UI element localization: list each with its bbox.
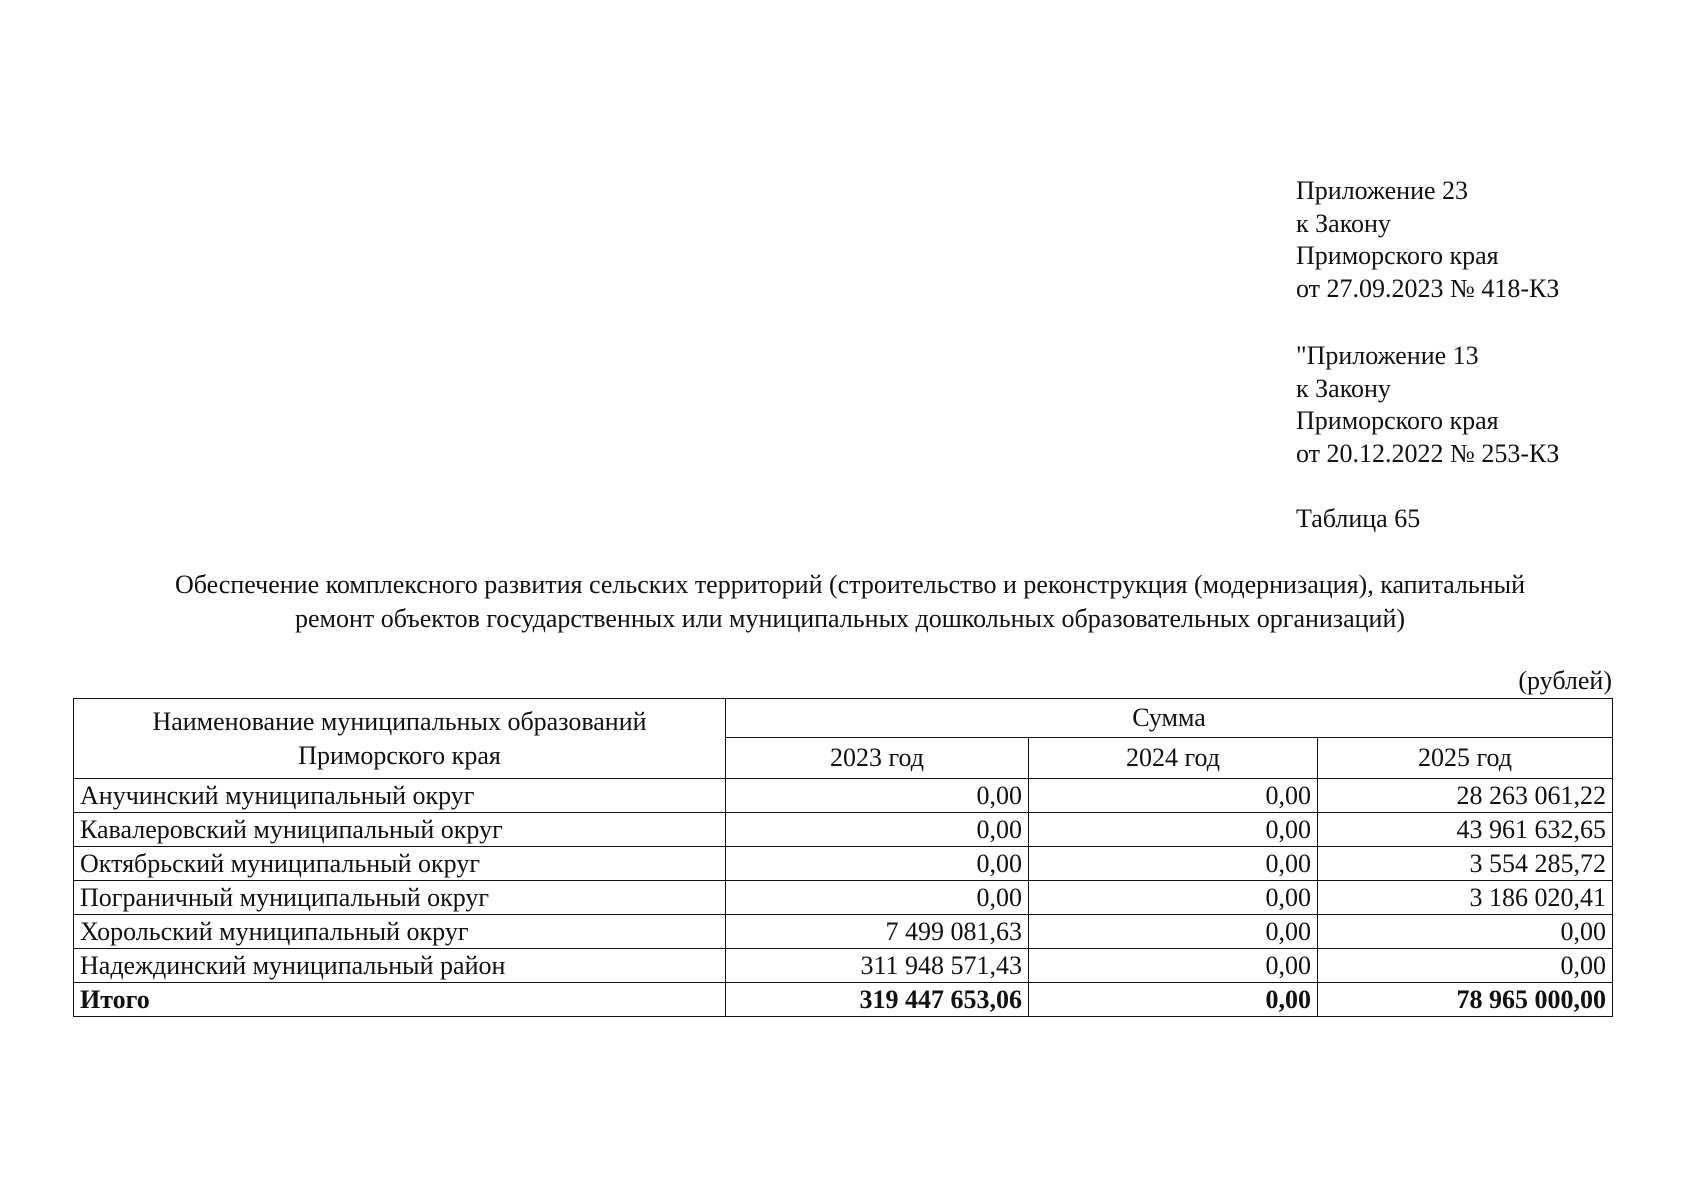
total-2023: 319 447 653,06: [726, 983, 1029, 1017]
header-row: [74, 699, 1613, 738]
quoted-appendix-line: Приморского края: [1296, 406, 1499, 435]
amount-2025: 28 263 061,22: [1318, 779, 1613, 813]
appendix-line: к Закону: [1296, 208, 1391, 238]
municipality-column-header: [74, 699, 726, 779]
amount-2023: 0,00: [726, 813, 1029, 847]
appendix-stamp: [1296, 175, 1559, 305]
municipality-name: Октябрьский муниципальный округ: [74, 847, 726, 881]
table-row: [74, 915, 1613, 949]
appendix-line: Приморского края: [1296, 241, 1499, 270]
amount-2025: 0,00: [1318, 915, 1613, 949]
amount-2024: 0,00: [1029, 915, 1318, 949]
amount-2025: 43 961 632,65: [1318, 813, 1613, 847]
total-row: [74, 983, 1613, 1017]
amount-2025: 3 554 285,72: [1318, 847, 1613, 881]
quoted-appendix-line: "Приложение 13: [1296, 341, 1479, 370]
amount-2024: 0,00: [1029, 881, 1318, 915]
amount-2023: 7 499 081,63: [726, 915, 1029, 949]
municipality-name: Хорольский муниципальный округ: [74, 915, 726, 949]
sum-column-header: Сумма: [726, 699, 1613, 738]
units-label: (рублей): [1518, 666, 1612, 695]
amount-2023: 311 948 571,43: [726, 949, 1029, 983]
table-number: Таблица 65: [1296, 504, 1421, 533]
appendix-line: Приложение 23: [1296, 176, 1469, 205]
header-line: Приморского края: [298, 740, 501, 770]
table-row: [74, 847, 1613, 881]
table-row: [74, 949, 1613, 983]
quoted-appendix-stamp: [1296, 340, 1559, 470]
amount-2023: 0,00: [726, 847, 1029, 881]
quoted-appendix-line: от 20.12.2022 № 253-КЗ: [1296, 438, 1560, 468]
allocation-table: [73, 698, 1613, 1017]
year-header-2025: 2025 год: [1318, 738, 1613, 779]
municipality-name: Анучинский муниципальный округ: [74, 779, 726, 813]
amount-2024: 0,00: [1029, 813, 1318, 847]
title-line: Обеспечение комплексного развития сельских территорий (строительство и реконструкция (модернизация), капитальный: [174, 570, 1526, 599]
amount-2023: 0,00: [726, 779, 1029, 813]
year-header-2023: 2023 год: [726, 738, 1029, 779]
total-2024: 0,00: [1029, 983, 1318, 1017]
amount-2024: 0,00: [1029, 779, 1318, 813]
amount-2025: 3 186 020,41: [1318, 881, 1613, 915]
table-row: [74, 779, 1613, 813]
document-title: [90, 568, 1610, 636]
municipality-name: Надеждинский муниципальный район: [74, 949, 726, 983]
year-header-2024: 2024 год: [1029, 738, 1318, 779]
municipality-name: Кавалеровский муниципальный округ: [74, 813, 726, 847]
header-line: Наименование муниципальных образований: [152, 706, 647, 736]
table-row: [74, 813, 1613, 847]
amount-2024: 0,00: [1029, 847, 1318, 881]
title-line: ремонт объектов государственных или муниципальных дошкольных образовательных организаций): [294, 604, 1406, 633]
amount-2023: 0,00: [726, 881, 1029, 915]
total-2025: 78 965 000,00: [1318, 983, 1613, 1017]
appendix-line: от 27.09.2023 № 418-КЗ: [1296, 273, 1560, 303]
table-row: [74, 881, 1613, 915]
municipality-name: Пограничный муниципальный округ: [74, 881, 726, 915]
quoted-appendix-line: к Закону: [1296, 373, 1391, 403]
amount-2025: 0,00: [1318, 949, 1613, 983]
total-label: Итого: [74, 983, 726, 1017]
amount-2024: 0,00: [1029, 949, 1318, 983]
